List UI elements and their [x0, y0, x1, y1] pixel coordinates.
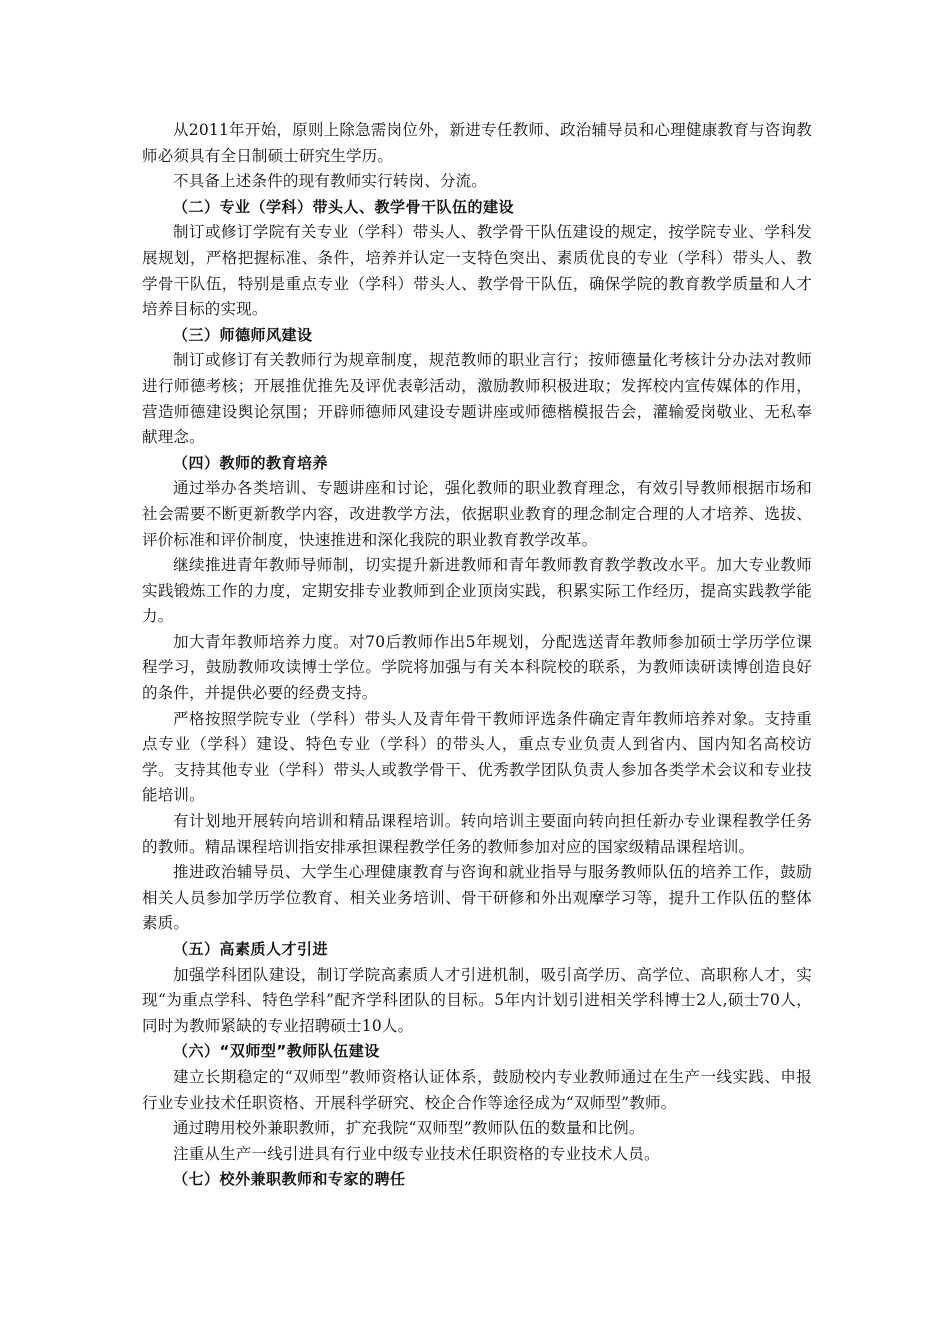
paragraph-new-teacher-requirement: 从2011年开始，原则上除急需岗位外，新进专任教师、政治辅导员和心理健康教育与咨询教师必须具有全日制硕士研究生学历。 — [142, 121, 812, 165]
section-heading-3: （三）师德师风建设 — [173, 325, 313, 344]
paragraph-training-3: 加大青年教师培养力度。对70后教师作出5年规划，分配选送青年教师参加硕士学历学位课程学习，鼓励教师攻读博士学位。学院将加强与有关本科院校的联系，为教师读研读博创造良好的条件，并提供必要的经费支持。 — [142, 632, 812, 703]
section-heading-7: （七）校外兼职教师和专家的聘任 — [173, 1170, 406, 1189]
section-heading-4: （四）教师的教育培养 — [173, 453, 329, 472]
paragraph-training-1: 通过举办各类培训、专题讲座和讨论，强化教师的职业教育理念，有效引导教师根据市场和社会需要不断更新教学内容，改进教学方法，依据职业教育的理念制定合理的人才培养、选拔、评价标准和评价制度，快速推进和深化我院的职业教育教学改革。 — [142, 479, 812, 549]
document-body — [142, 118, 812, 1193]
paragraph-training-5: 有计划地开展转向培训和精品课程培训。转向培训主要面向转向担任新办专业课程教学任务的教师。精品课程培训指安排承担课程教学任务的教师参加对应的国家级精品课程培训。 — [142, 812, 812, 856]
paragraph-transfer: 不具备上述条件的现有教师实行转岗、分流。 — [173, 172, 488, 191]
paragraph-training-4: 严格按照学院专业（学科）带头人及青年骨干教师评选条件确定青年教师培养对象。支持重点专业（学科）建设、特色专业（学科）的带头人，重点专业负责人到省内、国内知名高校访学。支持其他专业（学科）带头人或教学骨干、优秀教学团队负责人参加各类学术会议和专业技能培训。 — [142, 709, 812, 805]
section-heading-2: （二）专业（学科）带头人、教学骨干队伍的建设 — [173, 197, 515, 216]
section-heading-5: （五）高素质人才引进 — [173, 940, 329, 958]
paragraph-ethics: 制订或修订有关教师行为规章制度，规范教师的职业言行；按师德量化考核计分办法对教师进行师德考核；开展推优推先及评优表彰活动，激励教师积极进取；发挥校内宣传媒体的作用，营造师德建设舆论氛围；开辟师德师风建设专题讲座或师德楷模报告会，灌输爱岗敬业、无私奉献理念。 — [142, 351, 812, 447]
paragraph-leader-team: 制订或修订学院有关专业（学科）带头人、教学骨干队伍建设的规定，按学院专业、学科发展规划，严格把握标准、条件，培养并认定一支特色突出、素质优良的专业（学科）带头人、教学骨干队伍，特别是重点专业（学科）带头人、教学骨干队伍，确保学院的教育教学质量和人才培养目标的实现。 — [142, 223, 812, 319]
paragraph-dual-2: 通过聘用校外兼职教师，扩充我院“双师型”教师队伍的数量和比例。 — [173, 1119, 645, 1138]
paragraph-training-2: 继续推进青年教师导师制，切实提升新进教师和青年教师教育教学教改水平。加大专业教师实践锻炼工作的力度，定期安排专业教师到企业顶岗实践，积累实际工作经历，提高实践教学能力。 — [142, 556, 812, 626]
paragraph-talent: 加强学科团队建设，制订学院高素质人才引进机制，吸引高学历、高学位、高职称人才，实现“为重点学科、特色学科”配齐学科团队的目标。5年内计划引进相关学科博士2人,硕士70人，同时为教师紧缺的专业招聘硕士10人。 — [142, 965, 812, 1035]
paragraph-dual-3: 注重从生产一线引进具有行业中级专业技术任职资格的专业技术人员。 — [173, 1144, 660, 1163]
paragraph-training-6: 推进政治辅导员、大学生心理健康教育与咨询和就业指导与服务教师队伍的培养工作，鼓励相关人员参加学历学位教育、相关业务培训、骨干研修和外出观摩学习等，提升工作队伍的整体素质。 — [142, 863, 812, 933]
paragraph-dual-1: 建立长期稳定的“双师型”教师资格认证体系，鼓励校内专业教师通过在生产一线实践、申报行业专业技术任职资格、开展科学研究、校企合作等途径成为“双师型”教师。 — [142, 1067, 812, 1112]
section-heading-6: （六）“双师型”教师队伍建设 — [173, 1042, 380, 1061]
